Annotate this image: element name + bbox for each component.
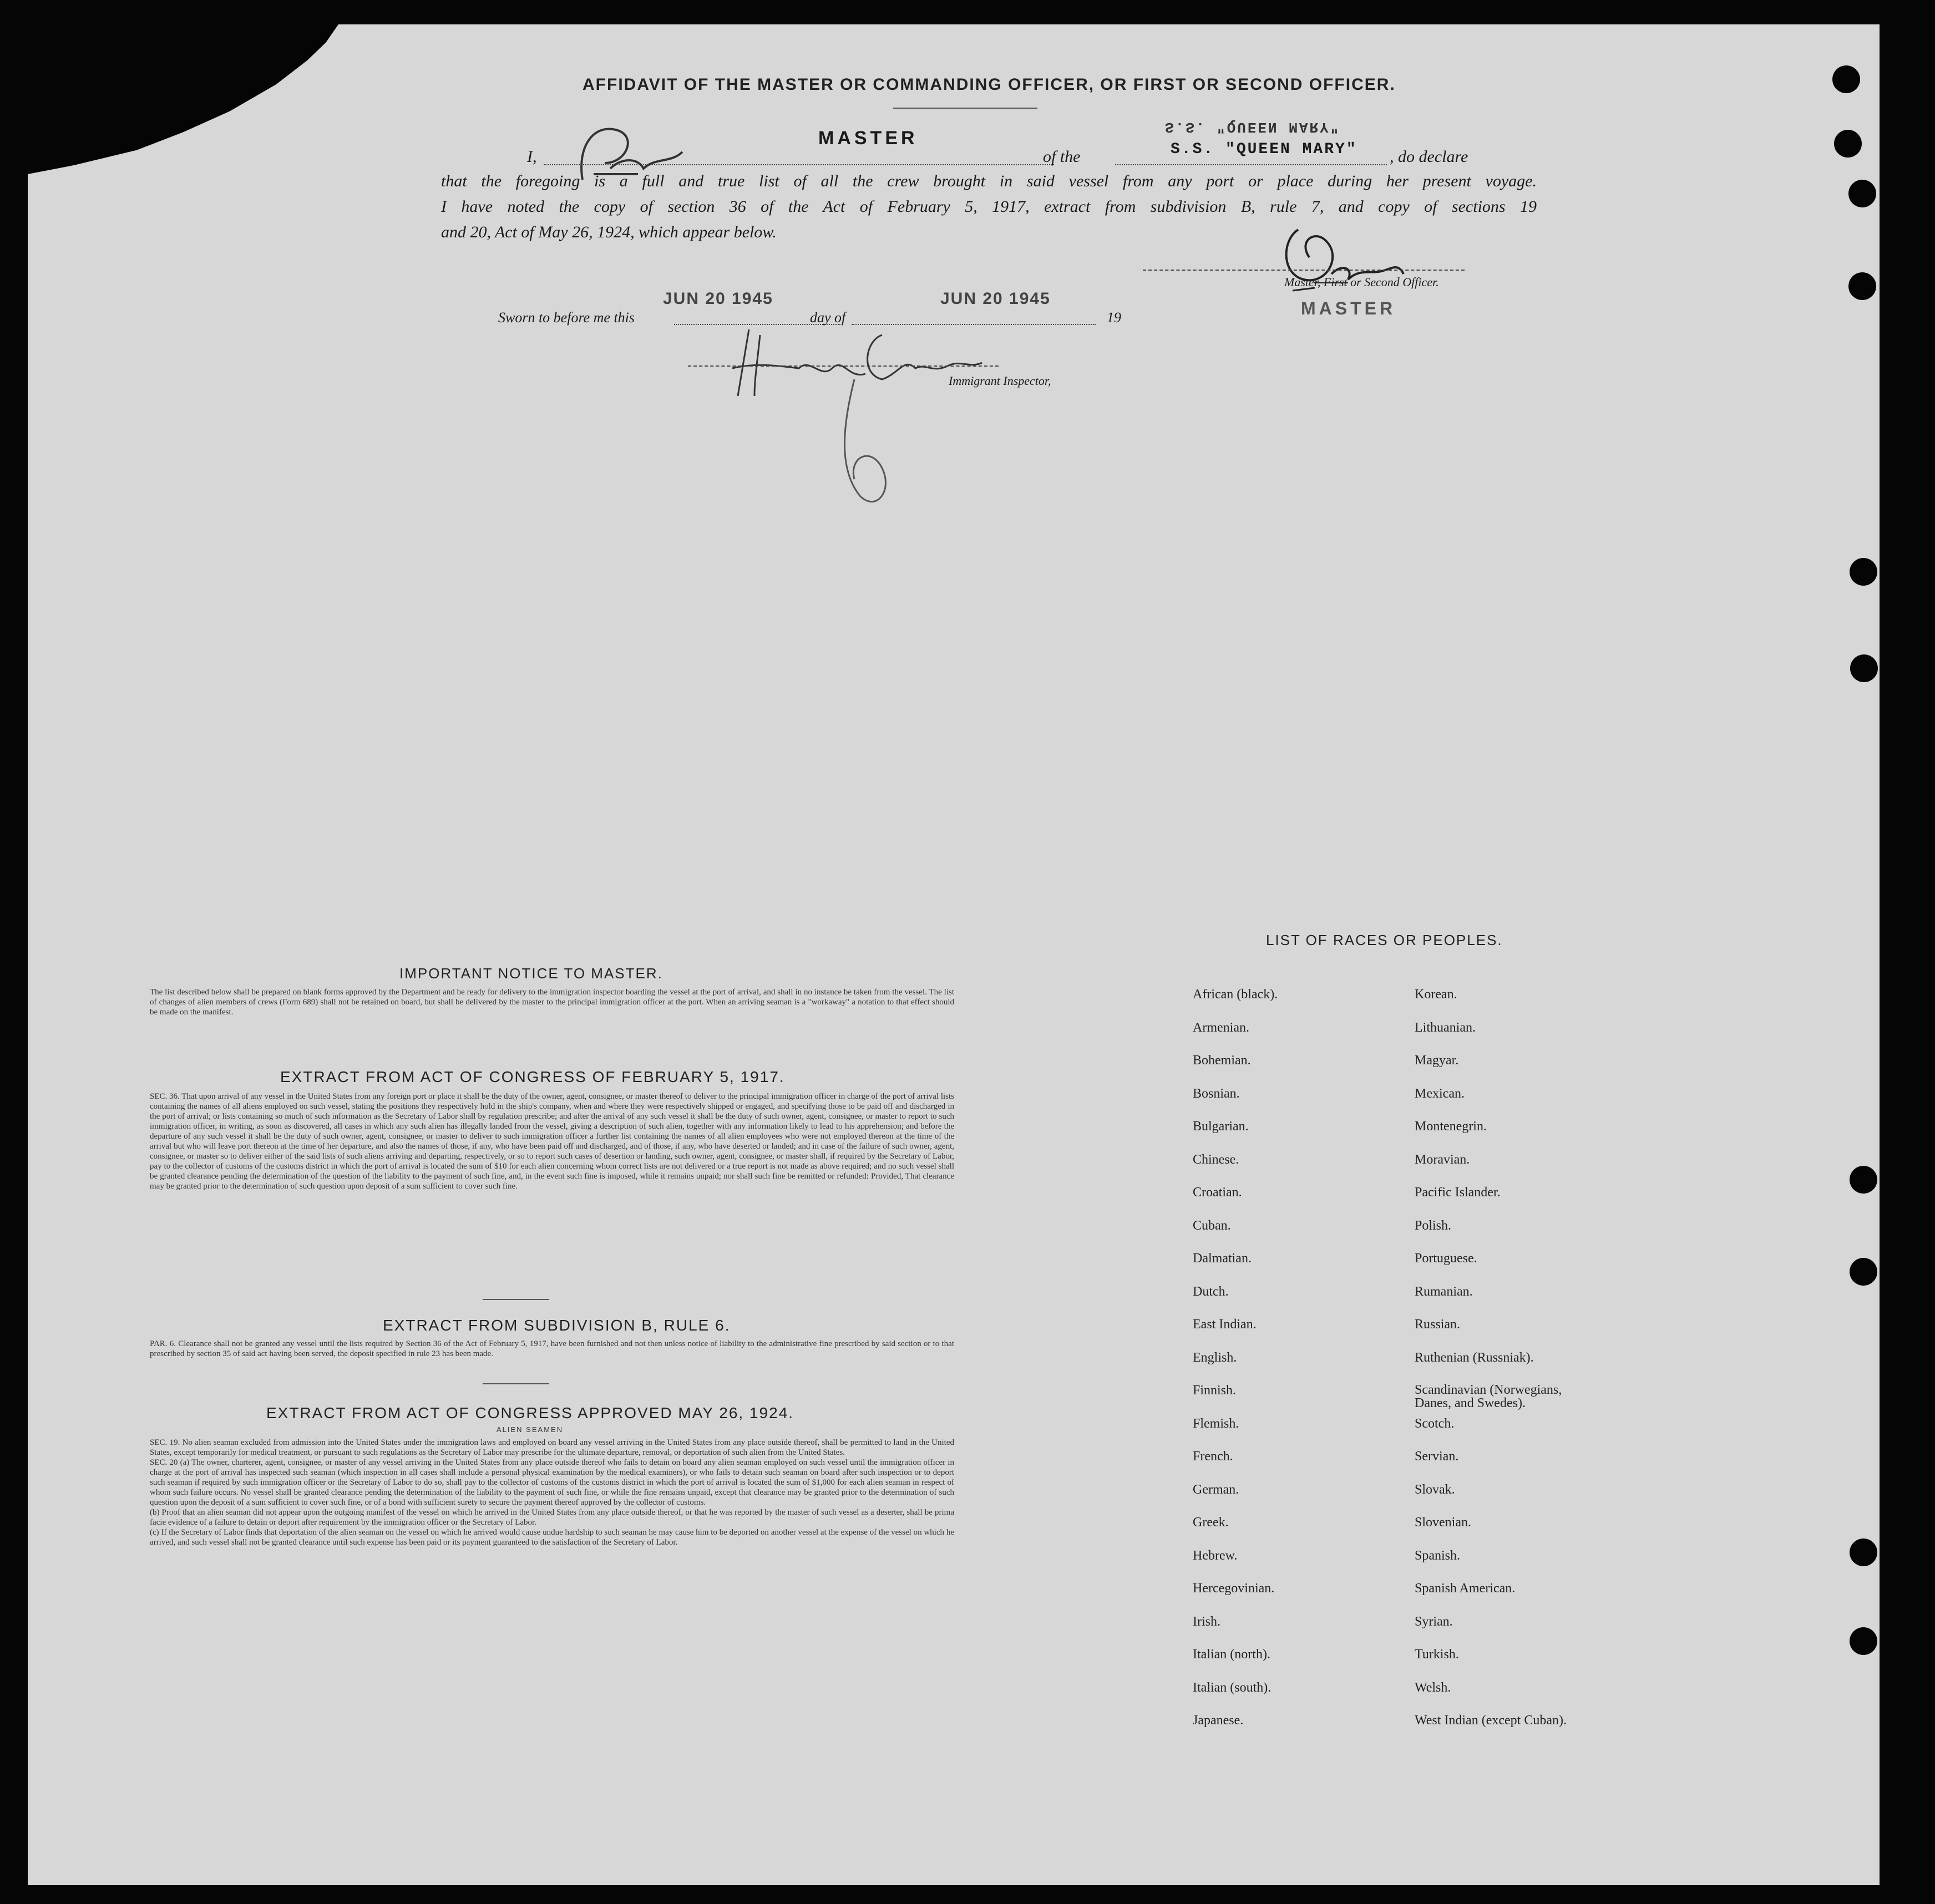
vessel-typed-text: S.S. "QUEEN MARY" [1171,141,1357,158]
of-the-label: of the [1043,148,1081,166]
punch-hole-icon [1850,1166,1877,1194]
punch-hole-icon [1848,180,1876,207]
race-item: Mexican. [1415,1086,1465,1101]
extract-rule6-title: EXTRACT FROM SUBDIVISION B, RULE 6. [383,1317,731,1334]
race-item: Scandinavian (Norwegians, Danes, and Swedes). [1415,1383,1562,1410]
i-label: I, [527,148,537,166]
race-item: Servian. [1415,1449,1459,1464]
officer-signature-line [1143,270,1465,271]
inspector-signature-line [688,365,999,367]
extract-1917-body: SEC. 36. That upon arrival of any vessel in the United States from any foreign port or place it shall be the duty of the owner, agent, consignee, or master thereof to deliver to the principal immigration officer in charge of the port of arrival lists containing the names of all aliens employed on such vessel, stating the positions they respectively hold in the ship's company, when and where they were respectively shipped or engaged, and specifying those to be paid off and discharged in the port of arrival; or lists containing so much of such information as the Secretary of Labor shall by regulation prescribe; and after the arrival of any such vessel it shall be the duty of such owner, agent, consignee, or master to report to such immigration officer, in writing, as soon as discovered, all cases in which any such alien has illegally landed from the vessel, giving a description of such alien, together with any information likely to lead to his apprehension; and before the departure of any such vessel it shall be the duty of such owner, agent, consignee, or master to deliver to such immigration officer a further list containing the names of all alien employees who were not employed thereon at the time of the arrival but who will leave port thereon at the time of her departure, and also the names of those, if any, who have been paid off and discharged, and of those, if any, who have deserted or landed; and in case of the failure of such owner, agent, consignee, or master so to deliver either of the said lists of such aliens arriving and departing, respectively, or so to report such cases of desertion or landing, such owner, agent, consignee, or master shall, if required by the Secretary of Labor, pay to the collector of customs of the customs district in which the port of arrival is located the sum of $10 for each alien concerning whom correct lists are not delivered or a true report is not made as above required; and no such vessel shall be granted clearance pending the determination of the question of the liability to the payment of such fine, and, in the event such fine is imposed, while it remains unpaid; nor shall such fine be remitted or refunded: Provided, That clearance may be granted prior to the determination of such question upon deposit of a sum sufficient to cover such fine. [150,1092,954,1191]
torn-corner [28,24,338,174]
rank-typed: MASTER [818,128,918,149]
race-item: French. [1193,1449,1233,1464]
race-item: Pacific Islander. [1415,1185,1501,1200]
race-item: Turkish. [1415,1647,1459,1662]
race-item: Italian (north). [1193,1647,1270,1662]
title-rule [893,108,1037,109]
alien-seamen-subtitle: ALIEN SEAMEN [497,1425,564,1434]
date-stamp-1: JUN 20 1945 [663,290,773,308]
race-item: Welsh. [1415,1680,1451,1695]
race-item: Croatian. [1193,1185,1242,1200]
extract-1924-body [150,1438,954,1547]
officer-caption: Master, First or Second Officer. [1284,275,1439,289]
punch-hole-icon [1850,1539,1877,1566]
race-item: Armenian. [1193,1020,1249,1035]
punch-hole-icon [1832,65,1860,93]
punch-hole-icon [1848,272,1876,300]
race-item: African (black). [1193,987,1278,1002]
race-item: Rumanian. [1415,1284,1473,1299]
declaration-line-2: I have noted the copy of section 36 of the Act of February 5, 1917, extract from subdivision B, rule 7, and copy of sections 19 [441,197,1537,216]
race-item: Montenegrin. [1415,1119,1487,1134]
race-item: Lithuanian. [1415,1020,1476,1035]
vessel-line [1115,164,1387,165]
race-item: Bosnian. [1193,1086,1240,1101]
race-item: Slovak. [1415,1482,1455,1497]
inspector-caption: Immigrant Inspector, [949,374,1051,388]
section-rule [483,1299,549,1300]
race-item: Ruthenian (Russniak). [1415,1350,1534,1365]
officer-stamp: MASTER [1301,298,1396,318]
race-item: Polish. [1415,1218,1452,1233]
race-item: Italian (south). [1193,1680,1272,1695]
race-item: Scotch. [1415,1416,1455,1431]
sec19-paragraph: SEC. 19. No alien seaman excluded from admission into the United States under the immigration laws and employed on board any vessel arriving in the United States from any place outside thereof, shall be permitted to land in the United States, except temporarily for medical treatment, or pursuant to such regulations as the Secretary of Labor may prescribe for the ultimate departure, removal, or deportation of such alien from the United States. [150,1438,954,1457]
race-item: Dalmatian. [1193,1251,1252,1266]
inspector-signature-icon [716,313,1004,512]
race-item: Spanish. [1415,1548,1461,1563]
punch-hole-icon [1850,1627,1877,1655]
race-item: Chinese. [1193,1152,1239,1167]
race-item: Moravian. [1415,1152,1470,1167]
race-item: Hebrew. [1193,1548,1238,1563]
declaration-line-3: and 20, Act of May 26, 1924, which appear below. [441,223,777,241]
sworn-label: Sworn to before me this [498,309,635,326]
race-item: Bulgarian. [1193,1119,1249,1134]
extract-1917-title: EXTRACT FROM ACT OF CONGRESS OF FEBRUARY 5, 1917. [280,1068,785,1085]
race-item: German. [1193,1482,1239,1497]
races-title: LIST OF RACES OR PEOPLES. [1266,932,1503,948]
document-page [28,24,1880,1885]
race-item: Portuguese. [1415,1251,1477,1266]
affidavit-title: AFFIDAVIT OF THE MASTER OR COMMANDING OFFICER, OR FIRST OR SECOND OFFICER. [582,75,1396,94]
race-item: Flemish. [1193,1416,1239,1431]
notice-title: IMPORTANT NOTICE TO MASTER. [399,965,663,982]
vessel-mirrored-text: S.S. "QUEEN MARY" [1165,119,1341,135]
race-item: Japanese. [1193,1713,1244,1728]
race-item: West Indian (except Cuban). [1415,1713,1567,1728]
punch-hole-icon [1850,1258,1877,1286]
race-item: Hercegovinian. [1193,1581,1275,1596]
race-item: Bohemian. [1193,1053,1251,1068]
notice-body: The list described below shall be prepared on blank forms approved by the Department and be ready for delivery to the immigration inspector boarding the vessel at the port of arrival, and shall in no instance be taken from the vessel. The list of changes of alien members of crews (Form 689) shall not be retained on board, but shall be delivered by the master to the principal immigration officer at the port. When an arriving seaman is a "workaway" a notation to that effect should be made on the manifest. [150,988,954,1017]
day-of-label: day of [810,309,846,326]
race-item: Korean. [1415,987,1457,1002]
punch-hole-icon [1850,654,1878,682]
date-stamp-2: JUN 20 1945 [940,290,1051,308]
do-declare-label: , do declare [1390,148,1468,166]
master-initial-signature-icon [560,113,727,191]
race-item: Dutch. [1193,1284,1229,1299]
race-item: Russian. [1415,1317,1461,1332]
sec20c-paragraph: (c) If the Secretary of Labor finds that deportation of the alien seaman on the vessel on which he arrived would cause undue hardship to such seaman he may cause him to be deported on another vessel at the expense of the vessel on which he arrived, and such vessel shall not be granted clearance until such expense has been paid or its payment guaranteed to the satisfaction of the Secretary of Labor. [150,1528,954,1547]
race-item: Magyar. [1415,1053,1459,1068]
race-item: Irish. [1193,1614,1220,1629]
year-suffix: 19 [1107,309,1121,326]
extract-1924-title: EXTRACT FROM ACT OF CONGRESS APPROVED MAY 26, 1924. [266,1404,794,1421]
race-item: Syrian. [1415,1614,1453,1629]
race-item: English. [1193,1350,1237,1365]
race-item: Slovenian. [1415,1515,1471,1530]
race-item: Finnish. [1193,1383,1237,1398]
race-item: East Indian. [1193,1317,1257,1332]
race-item: Spanish American. [1415,1581,1516,1596]
sec20a-paragraph: SEC. 20 (a) The owner, charterer, agent, consignee, or master of any vessel arriving in the United States from any place outside thereof who fails to detain on board any alien seaman employed on such vessel until the immigration officer in charge at the port of arrival has inspected such seaman (which inspection in all cases shall include a personal physical examination by the medical examiners), or who fails to detain such seaman on board after such inspection or to deport such seaman if required by such immigration officer or the Secretary of Labor to do so, shall pay to the collector of customs of the customs district in which the port of arrival is located the sum of $1,000 for each alien seaman in respect of whom such failure occurs. No vessel shall be granted clearance pending the determination of the liability to the payment of such fine, or while the fine remains unpaid, except that clearance may be granted prior to the determination of such question upon the deposit of a sum sufficient to cover such fine, or of a bond with sufficient surety to secure the payment thereof approved by the collector of customs. [150,1458,954,1507]
strikethrough-first [1314,282,1348,283]
punch-hole-icon [1834,130,1862,158]
punch-hole-icon [1850,558,1877,586]
extract-rule6-body: PAR. 6. Clearance shall not be granted any vessel until the lists required by Section 36 of the Act of February 5, 1917, have been furnished and not then unless notice of liability to the administrative fine prescribed by said section or to that prescribed by section 35 of said act having been served, the deposit specified in rule 23 has been made. [150,1339,954,1358]
declaration-line-1: that the foregoing is a full and true list of all the crew brought in said vessel from any port or place during her present voyage. [441,172,1537,190]
section-rule [483,1383,549,1384]
race-item: Cuban. [1193,1218,1231,1233]
sec20b-paragraph: (b) Proof that an alien seaman did not appear upon the outgoing manifest of the vessel on which he arrived in the United States from any place outside thereof, or that he was reported by the master of such vessel as a deserter, shall be prima facie evidence of a failure to detain or deport after requirement by the immigration officer or the Secretary of Labor. [150,1508,954,1527]
race-item: Greek. [1193,1515,1229,1530]
